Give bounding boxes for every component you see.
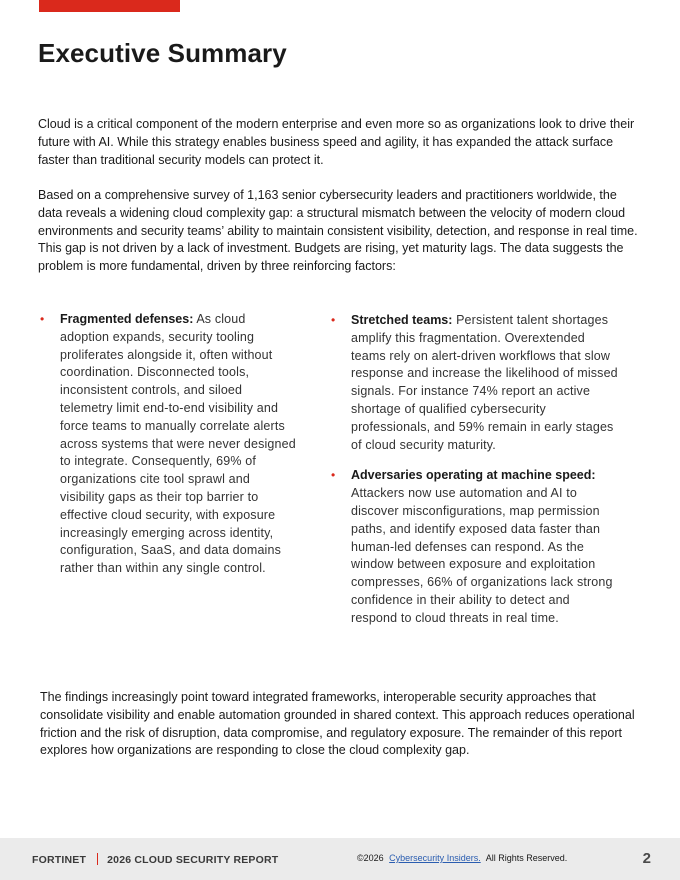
factor-fragmented-defenses xyxy=(40,311,296,578)
factor-text: Attackers now use automation and AI to discover misconfigurations, map permission paths, and identify exposed data faster than human-led defenses can respond. As the window between exposure and exploitation compresses, 66% of organizations lack strong confidence in their ability to detect and respond to cloud threats in real time. xyxy=(351,486,613,625)
copyright-suffix: All Rights Reserved. xyxy=(485,853,568,863)
page-title: Executive Summary xyxy=(38,38,287,68)
bullet-icon: • xyxy=(331,468,336,483)
copyright-prefix: ©2026 xyxy=(357,853,384,863)
factor-lead: Adversaries operating at machine speed: xyxy=(351,468,596,483)
footer-divider xyxy=(97,853,98,865)
conclusion-paragraph: The findings increasingly point toward integrated frameworks, interoperable security approaches that consolidate visibility and enable automation grounded in shared context. This approach reduces operational friction and the risk of disruption, data compromise, and regulatory exposure. The remainder of this report explores how organizations are responding to close the cloud complexity gap. xyxy=(40,690,635,758)
report-name: 2026 CLOUD SECURITY REPORT xyxy=(107,854,279,866)
page-number: 2 xyxy=(642,850,651,867)
header-accent-bar xyxy=(39,0,180,12)
intro-paragraph-2: Based on a comprehensive survey of 1,163 senior cybersecurity leaders and practitioners worldwide, the data reveals a widening cloud complexity gap: a structural mismatch between the velocity of modern cloud environments and security teams’ ability to maintain consistent visibility, detection, and response in real time. This gap is not driven by a lack of investment. Budgets are rising, yet maturity lags. The data suggests the problem is more fundamental, driven by three reinforcing factors: xyxy=(38,188,638,274)
factor-stretched-teams xyxy=(331,312,619,454)
factor-text: As cloud adoption expands, security tooling proliferates alongside it, often without coordination. Disconnected tools, inconsistent controls, and siloed telemetry limit end-to-end visibility and force teams to manually correlate alerts across systems that were never designed to integrate. Consequently, 69% of organizations cite tool sprawl and visibility gaps as their top barrier to effective cloud security, with exposure increasingly emerging across identity, configuration, SaaS, and data domains rather than within any single control. xyxy=(60,312,296,576)
factor-adversaries-machine-speed xyxy=(331,467,619,627)
page-footer xyxy=(0,838,680,880)
brand-name: FORTINET xyxy=(32,854,87,866)
factor-lead: Fragmented defenses: xyxy=(60,312,194,326)
factor-lead: Stretched teams: xyxy=(351,313,453,327)
bullet-icon: • xyxy=(40,312,45,326)
cybersecurity-insiders-link[interactable]: Cybersecurity Insiders. xyxy=(389,853,481,863)
footer-brand xyxy=(32,853,278,866)
factors-left-column xyxy=(40,311,296,591)
footer-copyright xyxy=(357,853,567,863)
factor-text: Persistent talent shortages amplify this fragmentation. Overextended teams rely on alert-driven workflows that slow response and increase the likelihood of missed signals. For instance 74% report an active shortage of qualified cybersecurity professionals, and 59% remain in early stages of cloud security maturity. xyxy=(351,313,618,452)
intro-paragraph-1: Cloud is a critical component of the modern enterprise and even more so as organizations look to drive their future with AI. While this strategy enables business speed and agility, it has expanded the attack surface faster than traditional security models can protect it. xyxy=(38,117,635,167)
bullet-icon: • xyxy=(331,313,336,327)
factors-right-column xyxy=(331,312,621,641)
